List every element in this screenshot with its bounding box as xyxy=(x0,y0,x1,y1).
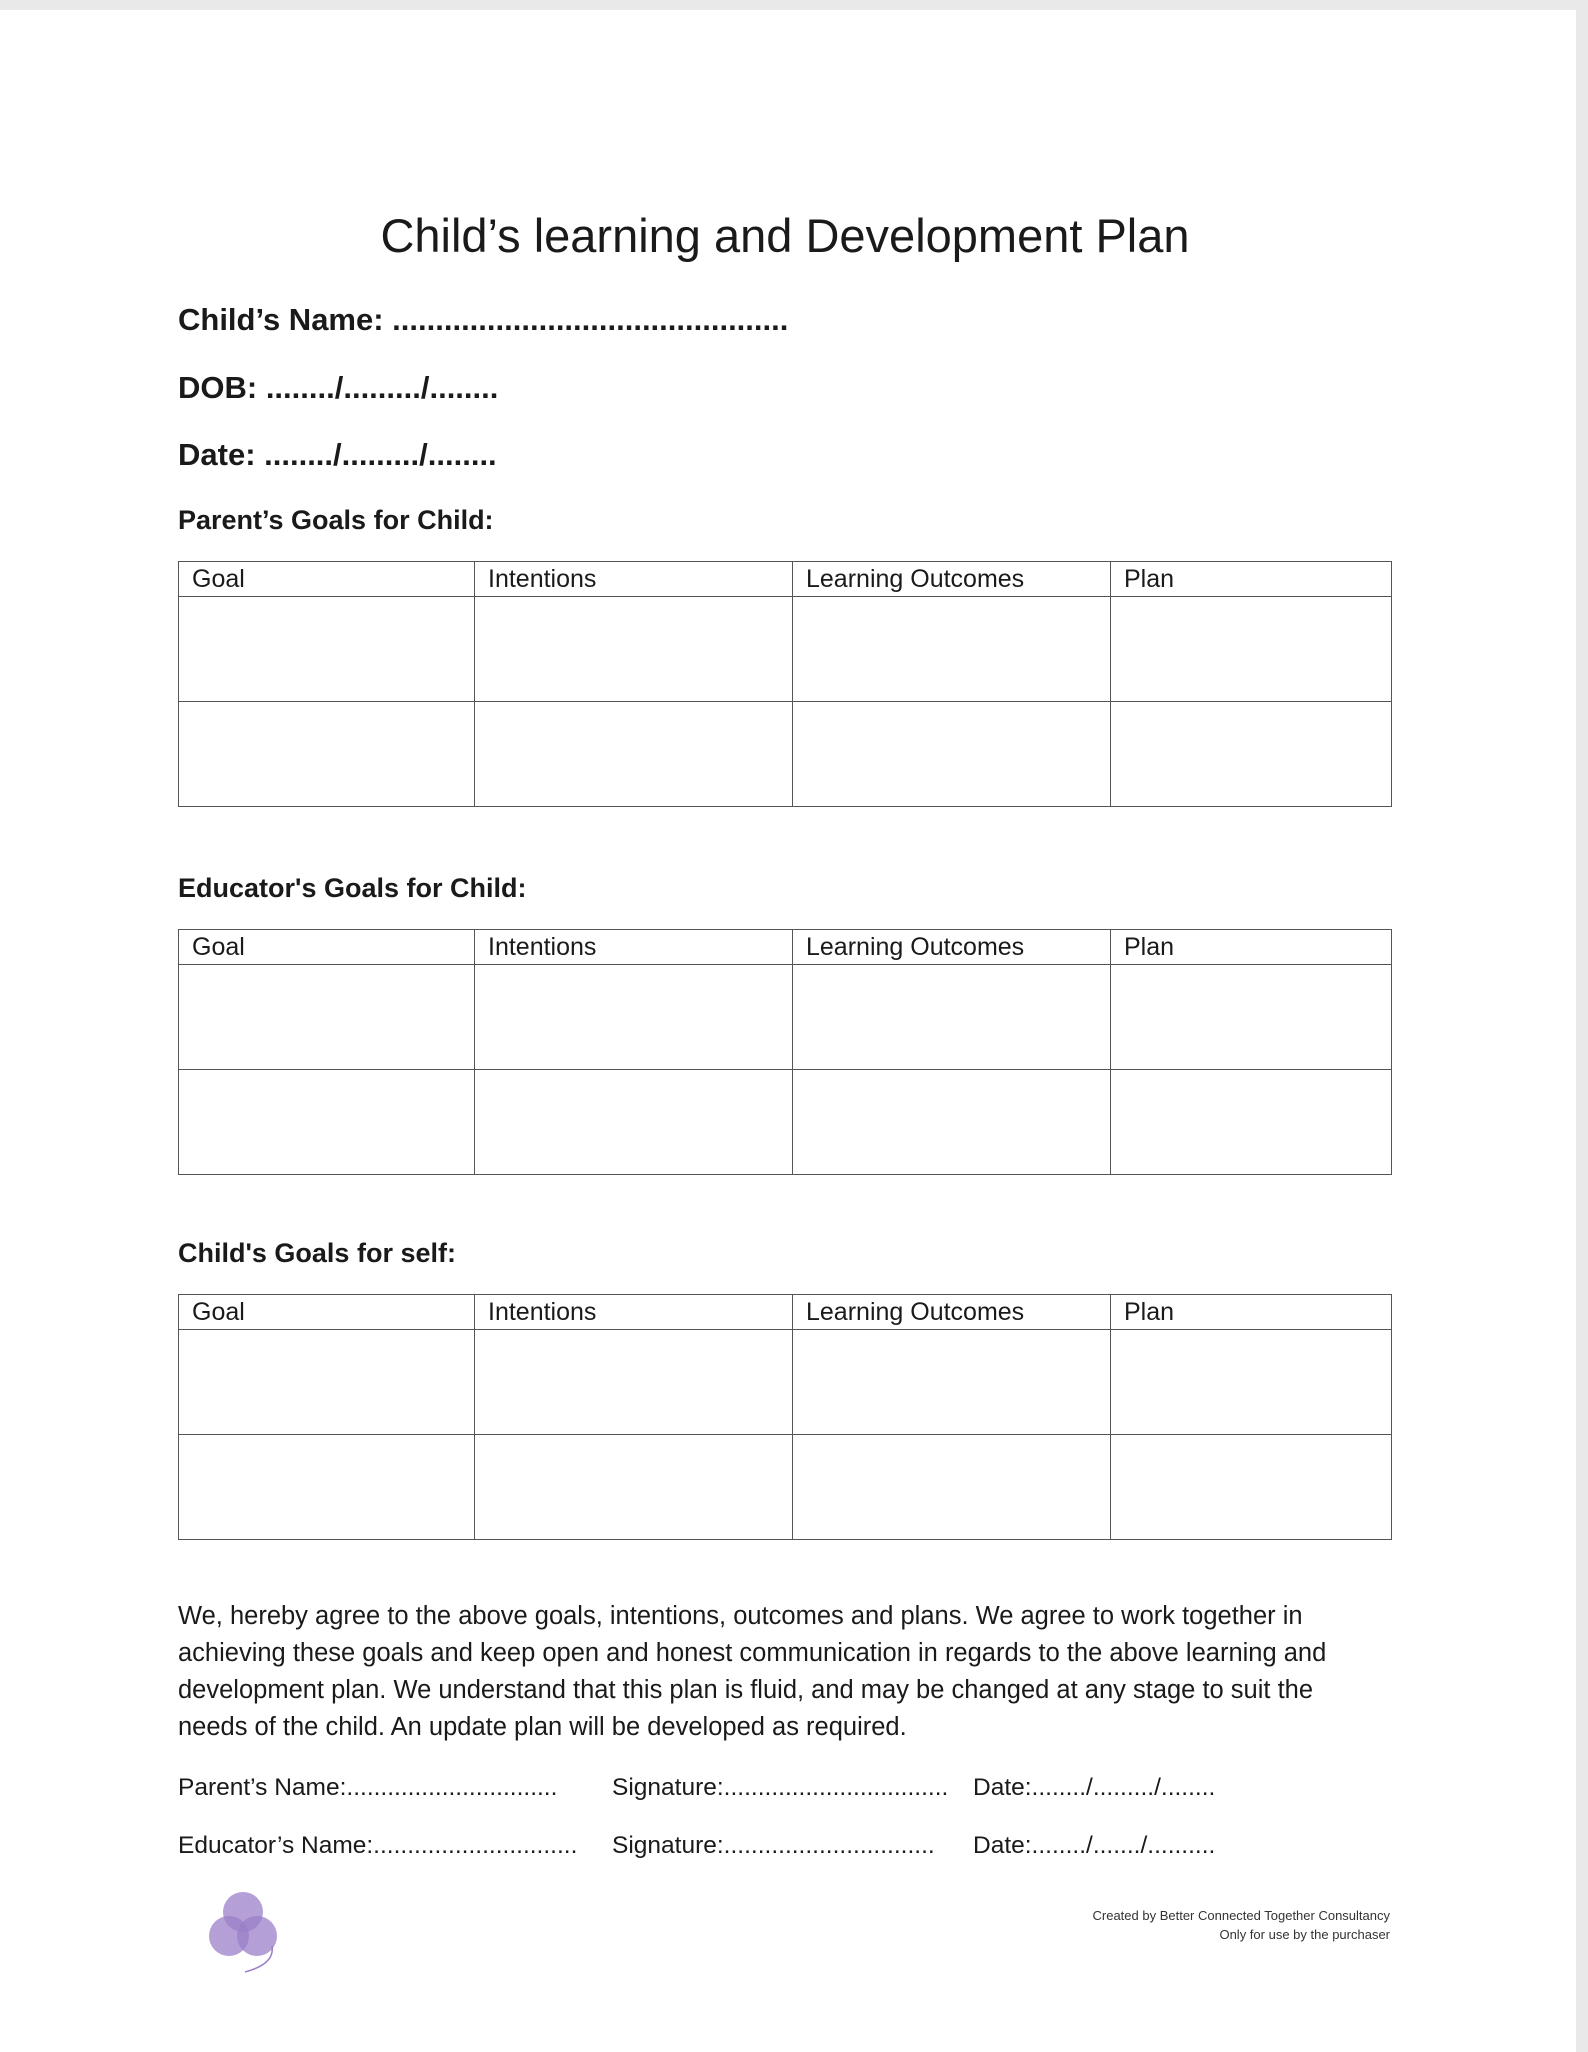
table-cell[interactable] xyxy=(475,597,793,702)
table-cell[interactable] xyxy=(179,597,475,702)
intentions-column-header: Intentions xyxy=(475,1295,793,1330)
table-header-row xyxy=(179,930,1392,965)
table-cell[interactable] xyxy=(179,702,475,807)
goal-column-header: Goal xyxy=(179,1295,475,1330)
table-header-row xyxy=(179,562,1392,597)
parent-date-field[interactable]: Date:......../........./........ xyxy=(973,1774,1216,1801)
table-cell[interactable] xyxy=(793,1330,1111,1435)
plan-column-header: Plan xyxy=(1111,562,1392,597)
table-row xyxy=(179,702,1392,807)
table-cell[interactable] xyxy=(793,597,1111,702)
credit-note xyxy=(1093,1906,1391,1944)
three-circles-logo-icon xyxy=(200,1886,290,1976)
table-row xyxy=(179,1330,1392,1435)
table-row xyxy=(179,1070,1392,1175)
learning-outcomes-column-header: Learning Outcomes xyxy=(793,1295,1111,1330)
table-cell[interactable] xyxy=(1111,1070,1392,1175)
child-name-field[interactable]: Child’s Name: .............................................. xyxy=(178,302,789,337)
table-cell[interactable] xyxy=(793,1070,1111,1175)
table-row xyxy=(179,1435,1392,1540)
page-title: Child’s learning and Development Plan xyxy=(380,209,1190,262)
intentions-column-header: Intentions xyxy=(475,562,793,597)
document-page xyxy=(0,10,1576,2052)
educator-goals-heading: Educator's Goals for Child: xyxy=(178,873,527,903)
goal-column-header: Goal xyxy=(179,562,475,597)
learning-outcomes-column-header: Learning Outcomes xyxy=(793,930,1111,965)
parent-signature-field[interactable]: Signature:................................. xyxy=(612,1774,949,1801)
table-cell[interactable] xyxy=(179,965,475,1070)
table-cell[interactable] xyxy=(793,965,1111,1070)
table-cell[interactable] xyxy=(475,702,793,807)
agreement-paragraph: We, hereby agree to the above goals, intentions, outcomes and plans. We agree to work together in achieving these goals and keep open and honest communication in regards to the above learning and development plan. We understand that this plan is fluid, and may be changed at any stage to suit the needs of the child. An update plan will be developed as required. xyxy=(178,1602,1327,1741)
educator-name-field[interactable]: Educator’s Name:.............................. xyxy=(178,1832,578,1859)
table-cell[interactable] xyxy=(793,1435,1111,1540)
intentions-column-header: Intentions xyxy=(475,930,793,965)
educator-date-field[interactable]: Date:......../......./.......... xyxy=(973,1832,1216,1859)
plan-column-header: Plan xyxy=(1111,1295,1392,1330)
plan-column-header: Plan xyxy=(1111,930,1392,965)
parent-goals-table xyxy=(178,561,1392,807)
dob-field[interactable]: DOB: ......../........./........ xyxy=(178,370,499,405)
table-row xyxy=(179,597,1392,702)
table-cell[interactable] xyxy=(475,965,793,1070)
parent-goals-heading: Parent’s Goals for Child: xyxy=(178,505,494,535)
table-cell[interactable] xyxy=(793,702,1111,807)
educator-signature-field[interactable]: Signature:............................... xyxy=(612,1832,935,1859)
table-header-row xyxy=(179,1295,1392,1330)
credit-line-2: Only for use by the purchaser xyxy=(1219,1927,1390,1942)
child-goals-table xyxy=(178,1294,1392,1540)
date-field[interactable]: Date: ......../........./........ xyxy=(178,437,497,472)
table-cell[interactable] xyxy=(475,1070,793,1175)
goal-column-header: Goal xyxy=(179,930,475,965)
educator-goals-table xyxy=(178,929,1392,1175)
table-cell[interactable] xyxy=(1111,965,1392,1070)
learning-outcomes-column-header: Learning Outcomes xyxy=(793,562,1111,597)
child-goals-heading: Child's Goals for self: xyxy=(178,1238,456,1268)
table-cell[interactable] xyxy=(475,1330,793,1435)
credit-line-1: Created by Better Connected Together Consultancy xyxy=(1092,1908,1390,1923)
table-cell[interactable] xyxy=(179,1330,475,1435)
table-cell[interactable] xyxy=(475,1435,793,1540)
table-row xyxy=(179,965,1392,1070)
table-cell[interactable] xyxy=(1111,702,1392,807)
table-cell[interactable] xyxy=(1111,1435,1392,1540)
parent-name-field[interactable]: Parent’s Name:............................... xyxy=(178,1774,558,1801)
table-cell[interactable] xyxy=(1111,1330,1392,1435)
table-cell[interactable] xyxy=(179,1070,475,1175)
table-cell[interactable] xyxy=(1111,597,1392,702)
table-cell[interactable] xyxy=(179,1435,475,1540)
